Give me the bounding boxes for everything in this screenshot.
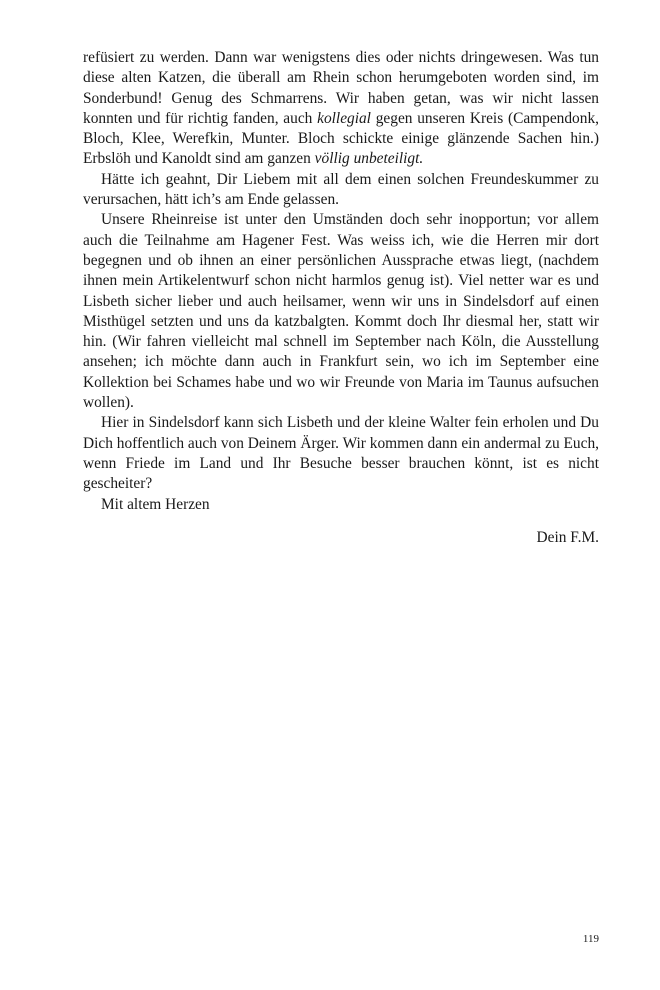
page-number: 119 <box>582 933 599 945</box>
paragraph-2: Hätte ich geahnt, Dir Liebem mit all dem einen solchen Freundeskummer zu verursachen, hätt ich’s am Ende gelassen. <box>83 170 599 209</box>
emphasis-voellig-unbeteiligt: völlig unbeteiligt. <box>314 150 424 168</box>
paragraph-1-part-2: gegen unseren Kreis (Campendonk, Bloch, Klee, Werefkin, Munter. Bloch schickte einige glänzende Sachen hin.) Erbslöh und Kanoldt sind am ganzen <box>83 109 599 168</box>
paragraph-4: Hier in Sindelsdorf kann sich Lisbeth und der kleine Walter fein erholen und Du Dich hoffentlich auch von Deinem Ärger. Wir kommen dann ein andermal zu Euch, wenn Friede im Land und Ihr Besuche besser brauchen könnt, ist es nicht gescheiter? <box>83 414 599 493</box>
paragraph-1 <box>83 48 599 170</box>
paragraph-1-part-1: refüsiert zu werden. Dann war wenigstens dies oder nichts dringewesen. Was tun diese alten Katzen, die überall am Rhein schon herumgeboten worden sind, im Sonderbund! Genug des Schmarrens. Wir haben getan, was wir nicht lassen konnten und für richtig fanden, auch <box>83 49 599 127</box>
letter-body <box>83 48 599 515</box>
closing-greeting: Mit altem Herzen <box>101 495 210 513</box>
signature: Dein F.M. <box>536 529 599 546</box>
emphasis-kollegial: kollegial <box>317 109 371 127</box>
paragraph-3: Unsere Rheinreise ist unter den Umständen doch sehr inopportun; vor allem auch die Teilnahme am Hagener Fest. Was weiss ich, wie die Herren mir dort begegnen und ob ihnen an einer persönlichen Aussprache etwas liegt, (nachdem ihnen mein Artikelentwurf schon nicht harmlos genug ist). Viel netter war es und Lisbeth sicher lieber und auch heilsamer, wenn wir uns in Sindelsdorf auf einen Misthügel setzten und uns da katzbalgten. Kommt doch Ihr diesmal her, statt wir hin. (Wir fahren vielleicht mal schnell im September nach Köln, die Ausstellung ansehen; ich möchte dann auch in Frankfurt sein, wo ich im September eine Kollektion bei Schames habe und wo wir Freunde von Maria im Taunus aufsuchen wollen). <box>83 211 599 412</box>
